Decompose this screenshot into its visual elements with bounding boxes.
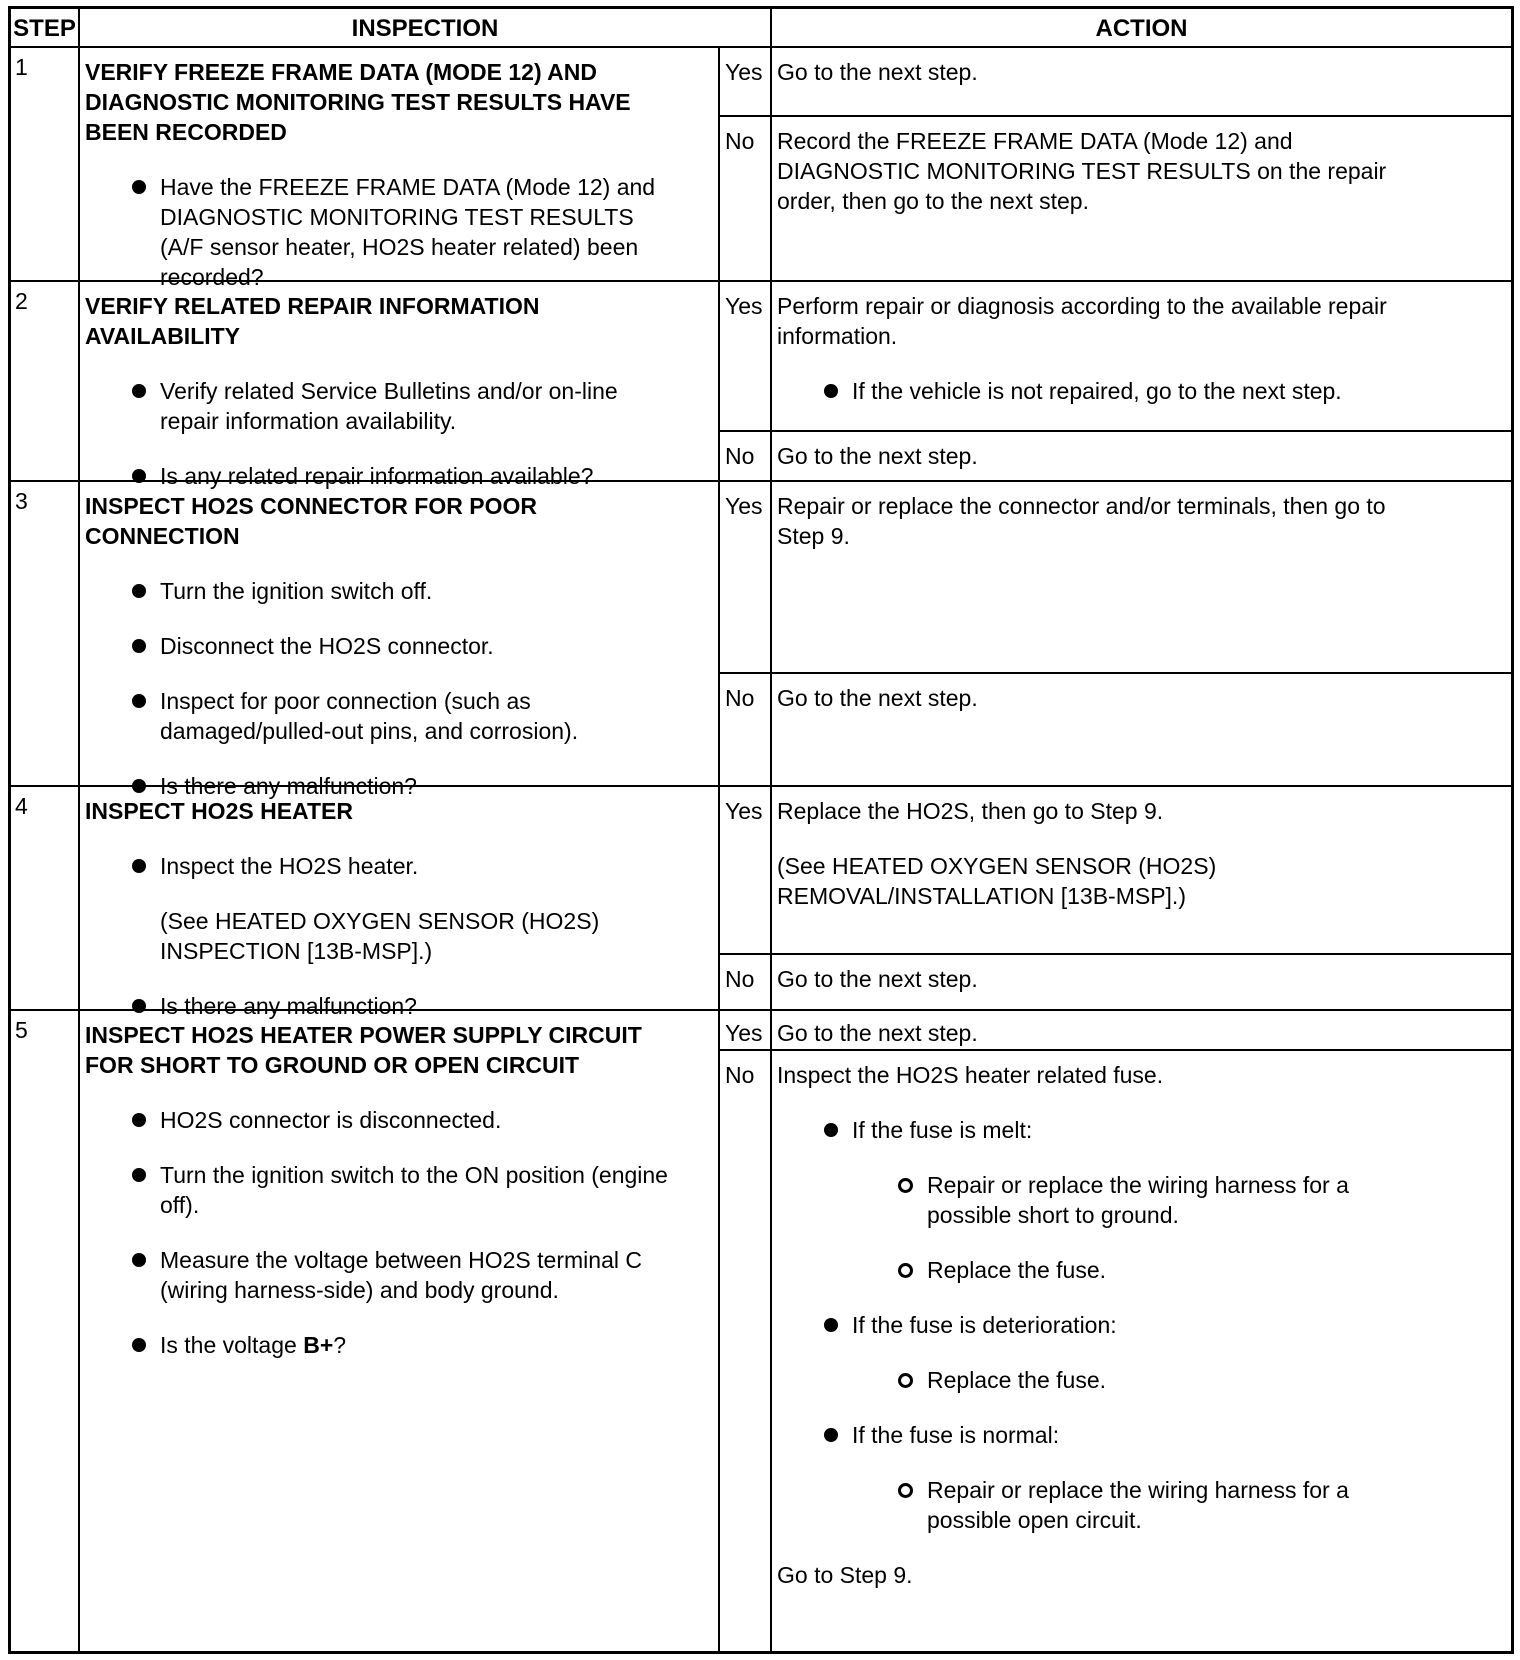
no-action: Go to the next step. <box>777 966 978 992</box>
bullet-icon <box>132 384 146 398</box>
header-step: STEP <box>13 15 76 42</box>
no-action: Go to the next step. <box>777 685 978 711</box>
yes-action: Go to the next step. <box>777 59 978 85</box>
inspection-check: Is the voltage B+? <box>85 1330 710 1360</box>
bullet-icon <box>132 1168 146 1182</box>
inspection-check: Measure the voltage between HO2S terminal C (wiring harness-side) and body ground. <box>85 1245 710 1305</box>
bullet-icon <box>824 1428 838 1442</box>
inspection-check: Turn the ignition switch to the ON position (engine off). <box>85 1160 710 1220</box>
inspection-check: Have the FREEZE FRAME DATA (Mode 12) and DIAGNOSTIC MONITORING TEST RESULTS (A/F sensor heater, HO2S heater related) been recorded? <box>85 172 710 292</box>
inspection-check: Inspect for poor connection (such as damaged/pulled-out pins, and corrosion). <box>85 686 710 746</box>
no-label: No <box>725 966 755 992</box>
no-action: Record the FREEZE FRAME DATA (Mode 12) and DIAGNOSTIC MONITORING TEST RESULTS on the repair order, then go to the next step. <box>777 128 1387 214</box>
bullet-icon <box>132 469 146 483</box>
inspection-check: Is any related repair information available? <box>85 461 710 491</box>
circle-bullet-icon <box>898 1483 913 1498</box>
bullet-icon <box>824 384 838 398</box>
header-action: ACTION <box>1095 15 1188 42</box>
inspection-title: VERIFY FREEZE FRAME DATA (MODE 12) AND DIAGNOSTIC MONITORING TEST RESULTS HAVE BEEN RECORDED <box>85 59 631 145</box>
step-number: 2 <box>15 288 28 314</box>
inspection-title: INSPECT HO2S HEATER <box>85 798 353 824</box>
inspection-check: Inspect the HO2S heater. <box>85 851 710 881</box>
yes-label: Yes <box>725 59 763 85</box>
inspection-title: INSPECT HO2S CONNECTOR FOR POOR CONNECTION <box>85 493 537 549</box>
yes-action: Perform repair or diagnosis according to the available repair information. If the vehicle is not repaired, go to the next step. <box>772 282 1511 406</box>
inspection-check: Turn the ignition switch off. <box>85 576 710 606</box>
inspection-cell <box>80 787 718 1021</box>
yes-action: Repair or replace the connector and/or terminals, then go to Step 9. <box>777 493 1386 549</box>
diagnostic-table <box>8 6 1514 1654</box>
bullet-icon <box>824 1318 838 1332</box>
yes-action: Go to the next step. <box>777 1020 978 1046</box>
action-bullet: If the fuse is melt: <box>777 1115 1505 1145</box>
bullet-icon <box>132 1338 146 1352</box>
no-label: No <box>725 128 755 154</box>
bullet-icon <box>132 180 146 194</box>
action-bullet: If the vehicle is not repaired, go to the next step. <box>777 376 1505 406</box>
no-label: No <box>725 1062 755 1088</box>
bullet-icon <box>132 639 146 653</box>
inspection-check: Is there any malfunction? <box>85 991 710 1021</box>
no-label: No <box>725 685 755 711</box>
bullet-icon <box>132 1113 146 1127</box>
inspection-check: HO2S connector is disconnected. <box>85 1105 710 1135</box>
circle-bullet-icon <box>898 1263 913 1278</box>
header-inspection: INSPECTION <box>351 15 499 42</box>
action-sub-bullet: Repair or replace the wiring harness for a possible short to ground. <box>777 1170 1505 1230</box>
action-sub-bullet: Replace the fuse. <box>777 1365 1505 1395</box>
final-action: Go to Step 9. <box>777 1562 913 1588</box>
circle-bullet-icon <box>898 1178 913 1193</box>
bullet-icon <box>132 694 146 708</box>
inspection-check: Is there any malfunction? <box>85 771 710 801</box>
inspection-check: Verify related Service Bulletins and/or on-line repair information availability. <box>85 376 710 436</box>
inspection-cell <box>80 1011 718 1360</box>
inspection-cell <box>80 282 718 491</box>
bullet-icon <box>132 1253 146 1267</box>
inspection-check: Disconnect the HO2S connector. <box>85 631 710 661</box>
step-number: 3 <box>15 488 28 514</box>
action-sub-bullet: Replace the fuse. <box>777 1255 1505 1285</box>
action-bullet: If the fuse is normal: <box>777 1420 1505 1450</box>
inspection-cell <box>80 48 718 292</box>
no-action: Inspect the HO2S heater related fuse. If the fuse is melt: Repair or replace the wiring harness for a possible short to ground. Replace the fuse. If the fuse is deterioration: Replace the fuse. If the fuse is normal: Repair or replace the wiring harness for a possible open circuit. Go to Step 9. <box>772 1051 1511 1590</box>
action-reference: (See HEATED OXYGEN SENSOR (HO2S) REMOVAL/INSTALLATION [13B-MSP].) <box>777 853 1217 909</box>
yes-label: Yes <box>725 293 763 319</box>
no-action: Go to the next step. <box>777 443 978 469</box>
no-label: No <box>725 443 755 469</box>
inspection-title: INSPECT HO2S HEATER POWER SUPPLY CIRCUIT FOR SHORT TO GROUND OR OPEN CIRCUIT <box>85 1022 642 1078</box>
bullet-icon <box>824 1123 838 1137</box>
yes-label: Yes <box>725 1020 763 1046</box>
action-sub-bullet: Repair or replace the wiring harness for a possible open circuit. <box>777 1475 1505 1535</box>
step-number: 4 <box>15 793 28 819</box>
inspection-title: VERIFY RELATED REPAIR INFORMATION AVAILABILITY <box>85 293 540 349</box>
step-number: 1 <box>15 54 28 80</box>
yes-label: Yes <box>725 798 763 824</box>
bullet-icon <box>132 859 146 873</box>
step-number: 5 <box>15 1017 28 1043</box>
action-bullet: If the fuse is deterioration: <box>777 1310 1505 1340</box>
bullet-icon <box>132 584 146 598</box>
inspection-reference: (See HEATED OXYGEN SENSOR (HO2S) INSPECTION [13B-MSP].) <box>160 908 600 964</box>
yes-action: Replace the HO2S, then go to Step 9. (See HEATED OXYGEN SENSOR (HO2S) REMOVAL/INSTALLATION [13B-MSP].) <box>772 787 1511 911</box>
inspection-cell <box>80 482 718 801</box>
yes-label: Yes <box>725 493 763 519</box>
circle-bullet-icon <box>898 1373 913 1388</box>
